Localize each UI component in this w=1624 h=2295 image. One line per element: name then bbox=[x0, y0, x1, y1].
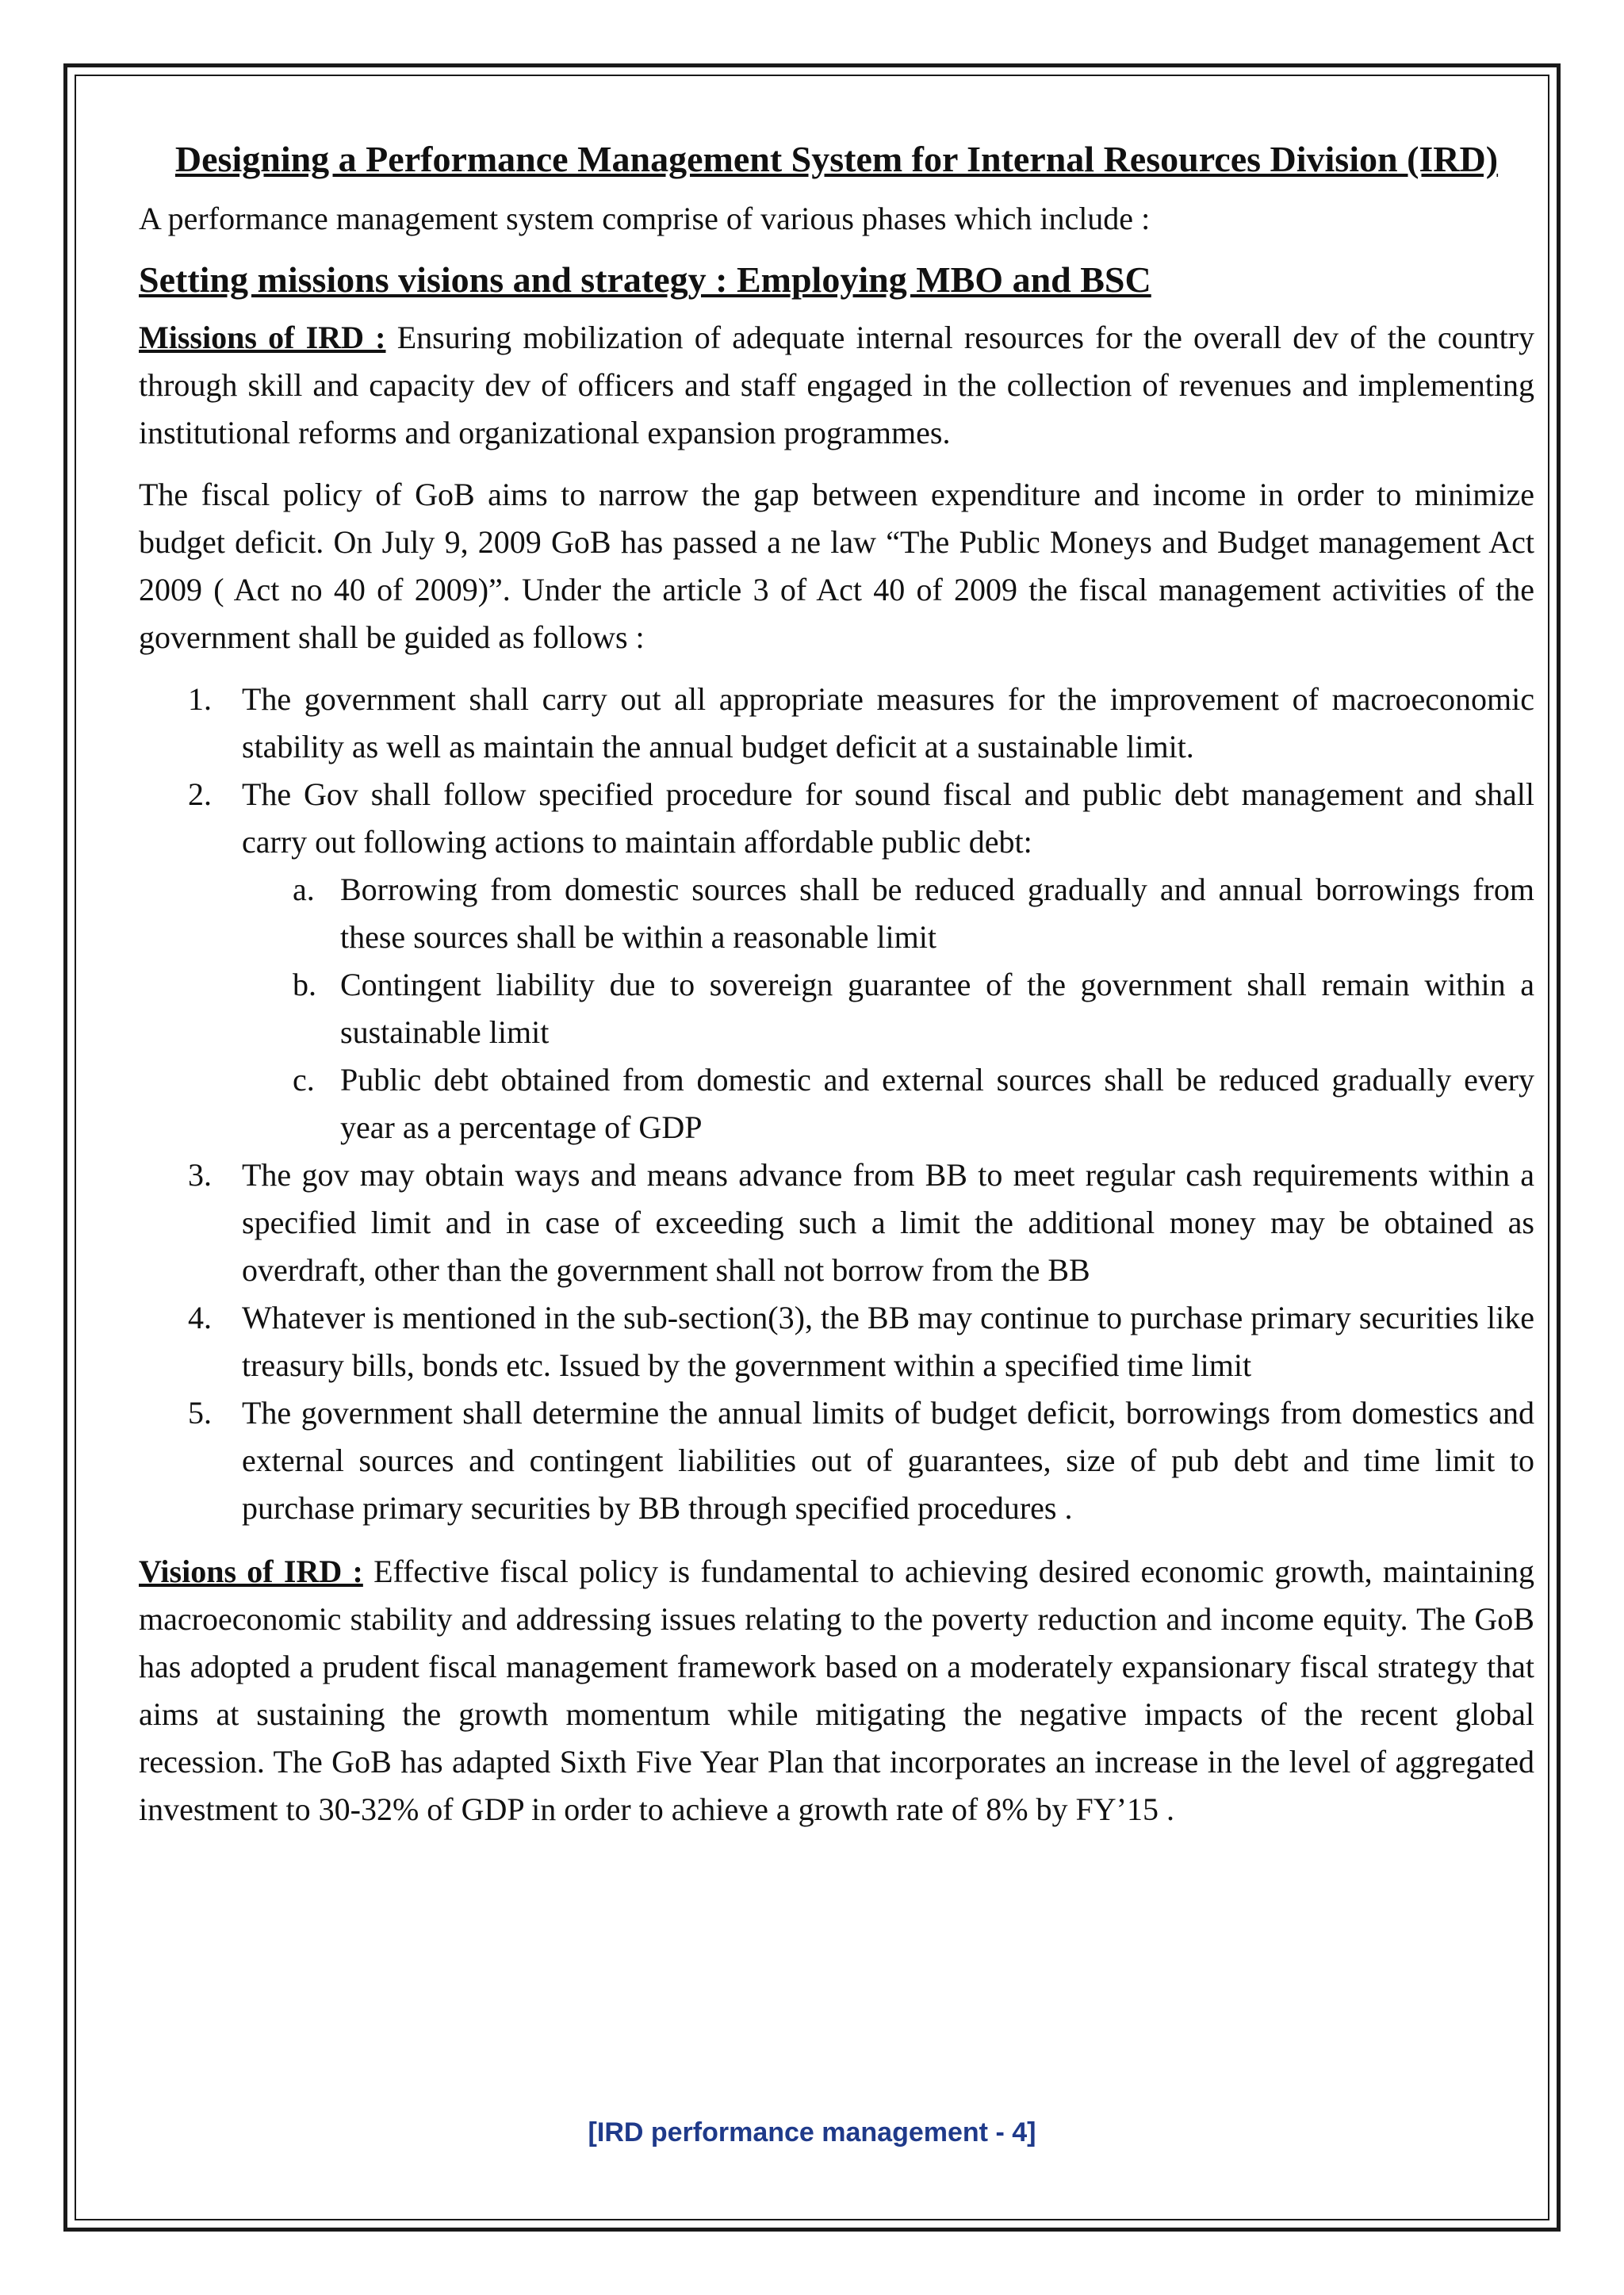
sublist-item bbox=[242, 961, 1534, 1056]
visions-label: Visions of IRD : bbox=[139, 1554, 363, 1589]
list-item bbox=[139, 1151, 1534, 1294]
list-item-text: The gov may obtain ways and means advance from BB to meet regular cash requirements within a specified limit and in case of exceeding such a limit the additional money may be obtained as overdraft, other than the government shall not borrow from the BB bbox=[242, 1157, 1534, 1288]
list-item bbox=[139, 1389, 1534, 1532]
document-title: Designing a Performance Management System for Internal Resources Division (IRD) bbox=[174, 139, 1499, 179]
list-item-text: The government shall determine the annual limits of budget deficit, borrowings from domestics and external sources and contingent liabilities out of guarantees, size of pub debt and time limit to purchase primary securities by BB through specified procedures . bbox=[242, 1395, 1534, 1526]
sublist-item-letter: b. bbox=[293, 967, 316, 1002]
fiscal-paragraph: The fiscal policy of GoB aims to narrow the gap between expenditure and income in order to minimize budget deficit. On July 9, 2009 GoB has passed a ne law “The Public Moneys and Budget management Act 2009 ( Act no 40 of 2009)”. Under the article 3 of Act 40 of 2009 the fiscal management activities of the government shall be guided as follows : bbox=[139, 477, 1534, 655]
debt-actions-sublist bbox=[242, 866, 1534, 1151]
section-heading: Setting missions visions and strategy : Employing MBO and BSC bbox=[139, 259, 1151, 300]
document-body bbox=[139, 135, 1534, 1848]
sublist-item-letter: c. bbox=[293, 1062, 315, 1098]
missions-text: Ensuring mobilization of adequate internal resources for the overall dev of the country through skill and capacity dev of officers and staff engaged in the collection of revenues and implementing institutional reforms and organizational expansion programmes. bbox=[139, 320, 1535, 450]
sublist-item-text: Public debt obtained from domestic and external sources shall be reduced gradually every year as a percentage of GDP bbox=[340, 1062, 1534, 1145]
list-item-number: 1. bbox=[188, 681, 212, 717]
list-item bbox=[139, 771, 1534, 1151]
sublist-item-text: Contingent liability due to sovereign guarantee of the government shall remain within a sustainable limit bbox=[340, 967, 1534, 1050]
intro-paragraph: A performance management system comprise of various phases which include : bbox=[139, 201, 1151, 236]
list-item-text: The Gov shall follow specified procedure for sound fiscal and public debt management and shall carry out following actions to maintain affordable public debt: bbox=[242, 776, 1534, 860]
visions-paragraph bbox=[139, 1548, 1534, 1833]
visions-text: Effective fiscal policy is fundamental to achieving desired economic growth, maintaining macroeconomic stability and addressing issues relating to the poverty reduction and income equity. The GoB has adopted a prudent fiscal management framework based on a moderately expansionary fiscal strategy that aims at sustaining the growth momentum while mitigating the negative impacts of the recent global recession. The GoB has adapted Sixth Five Year Plan that incorporates an increase in the level of aggregated investment to 30-32% of GDP in order to achieve a growth rate of 8% by FY’15 . bbox=[139, 1554, 1534, 1827]
sublist-item bbox=[242, 1056, 1534, 1151]
sublist-item bbox=[242, 866, 1534, 961]
fiscal-guidelines-list bbox=[139, 676, 1534, 1532]
missions-label: Missions of IRD : bbox=[139, 320, 386, 355]
list-item-number: 4. bbox=[188, 1300, 212, 1335]
list-item-text: The government shall carry out all appropriate measures for the improvement of macroeconomic stability as well as maintain the annual budget deficit at a sustainable limit. bbox=[242, 681, 1534, 764]
list-item bbox=[139, 1294, 1534, 1389]
missions-paragraph bbox=[139, 314, 1534, 457]
list-item-text: Whatever is mentioned in the sub-section(3), the BB may continue to purchase primary securities like treasury bills, bonds etc. Issued by the government within a specified time limit bbox=[242, 1300, 1534, 1383]
sublist-item-text: Borrowing from domestic sources shall be reduced gradually and annual borrowings from these sources shall be within a reasonable limit bbox=[340, 872, 1534, 955]
list-item-number: 3. bbox=[188, 1157, 212, 1193]
list-item bbox=[139, 676, 1534, 771]
page-footer: [IRD performance management - 4] bbox=[588, 2117, 1036, 2147]
list-item-number: 5. bbox=[188, 1395, 212, 1431]
sublist-item-letter: a. bbox=[293, 872, 315, 907]
list-item-number: 2. bbox=[188, 776, 212, 812]
